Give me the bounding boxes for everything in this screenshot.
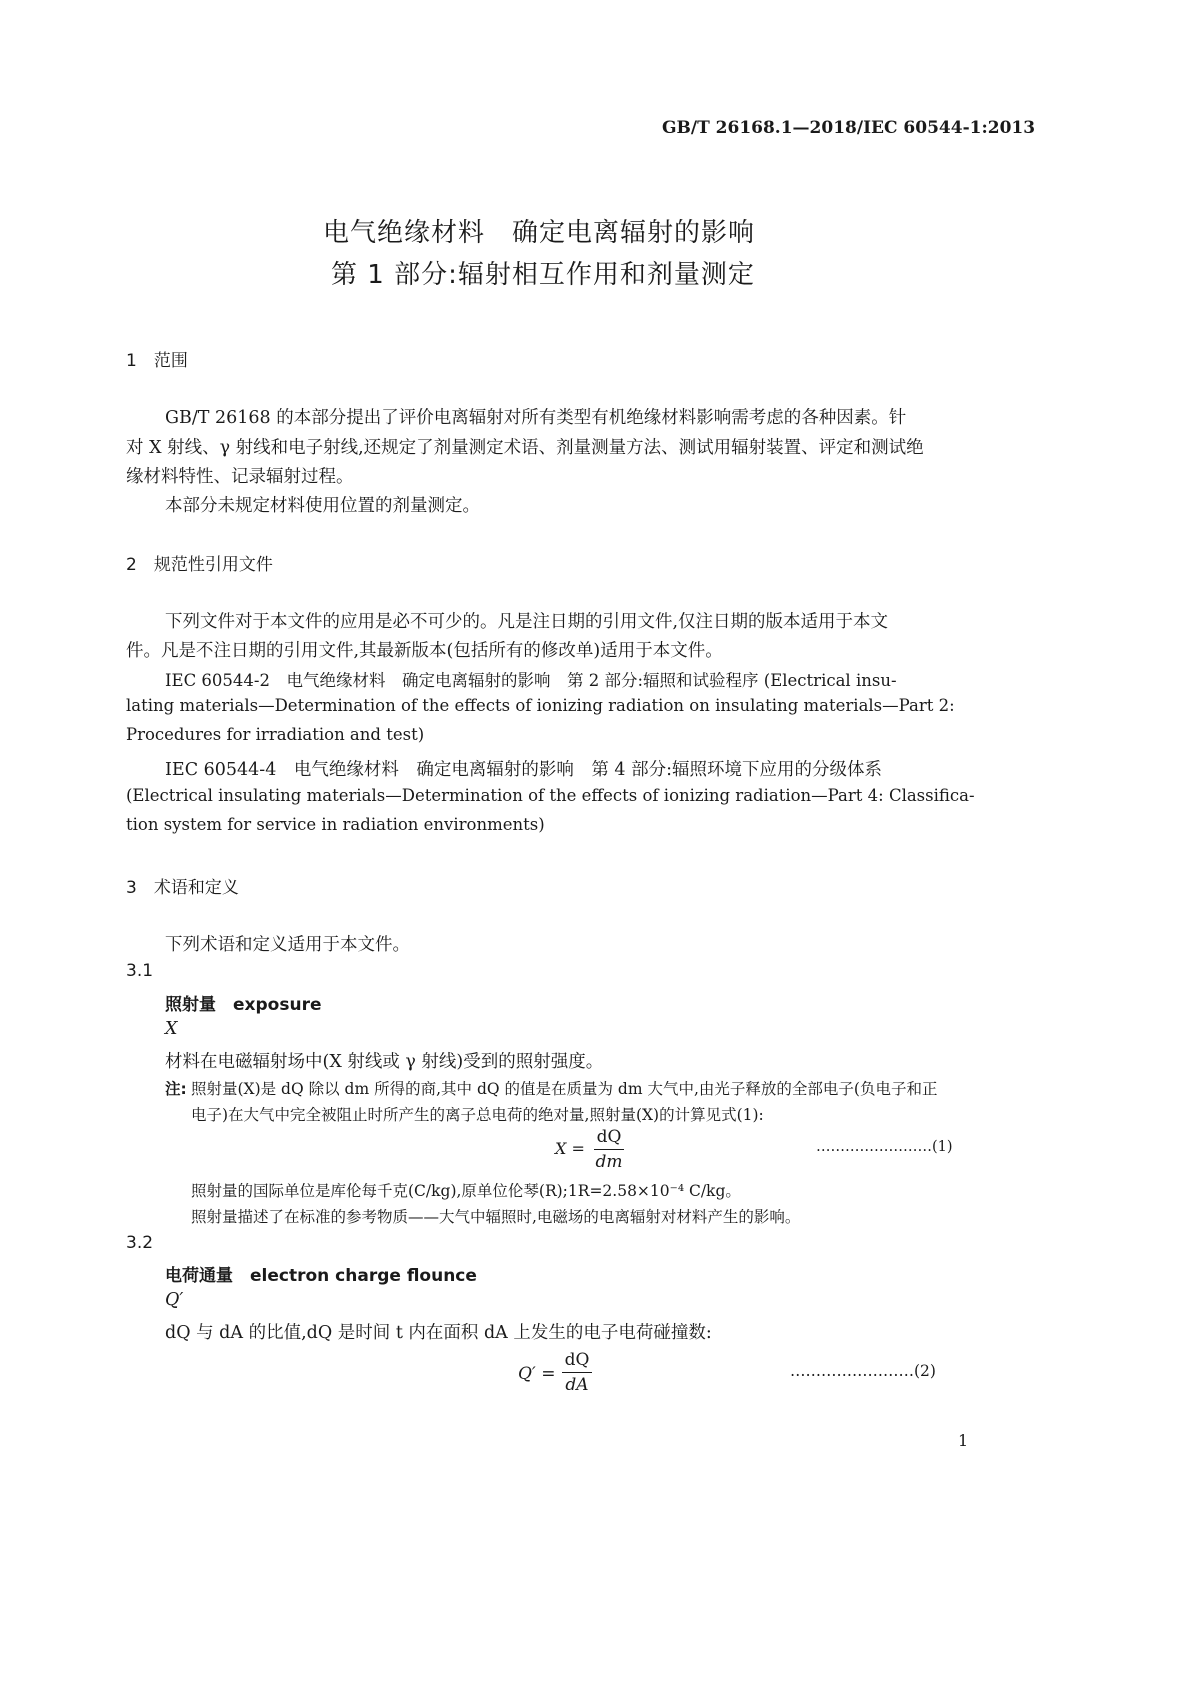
formula-2-fraction [562, 1350, 592, 1395]
section-1-para-2: 本部分未规定材料使用位置的剂量测定。 [165, 496, 480, 516]
section-2-para-line-2: 件。凡是不注日期的引用文件,其最新版本(包括所有的修改单)适用于本文件。 [126, 641, 723, 661]
reference-2-line-1: IEC 60544-4 电气绝缘材料 确定电离辐射的影响 第 4 部分:辐照环境下应用的分级体系 [165, 760, 883, 780]
reference-2-line-2: (Electrical insulating materials—Determination of the effects of ionizing radiation—Part 4: Classifica- [126, 786, 975, 805]
term-3-1-note-line-2: 电子)在大气中完全被阻止时所产生的离子总电荷的绝对量,照射量(X)的计算见式(1): [191, 1106, 764, 1124]
term-3-1-definition: 材料在电磁辐射场中(X 射线或 γ 射线)受到的照射强度。 [165, 1052, 604, 1072]
title-line-1: 电气绝缘材料 确定电离辐射的影响 [323, 218, 756, 248]
section-3-heading: 3 术语和定义 [126, 878, 239, 898]
formula-1-lhs: X = [555, 1139, 585, 1158]
section-2-heading: 2 规范性引用文件 [126, 555, 273, 575]
term-3-2-number: 3.2 [126, 1233, 154, 1253]
formula-2-fraction-bar [562, 1372, 592, 1373]
formula-1-numerator: dQ [596, 1127, 622, 1147]
section-3-intro: 下列术语和定义适用于本文件。 [165, 935, 410, 955]
term-3-1-number: 3.1 [126, 961, 154, 981]
formula-1-number: ……………………(1) [816, 1139, 953, 1155]
formula-1-fraction [594, 1127, 624, 1172]
term-3-2-name: 电荷通量 electron charge flounce [165, 1266, 477, 1286]
reference-1-line-2: lating materials—Determination of the effects of ionizing radiation on insulating materials—Part 2: [126, 696, 955, 715]
term-3-1-note-description: 照射量描述了在标准的参考物质——大气中辐照时,电磁场的电离辐射对材料产生的影响。 [191, 1208, 801, 1226]
title-line-2: 第 1 部分:辐射相互作用和剂量测定 [331, 260, 755, 290]
formula-2-lhs: Q′ = [518, 1364, 556, 1384]
section-1-para-line-2: 对 X 射线、γ 射线和电子射线,还规定了剂量测定术语、剂量测量方法、测试用辐射装置、评定和测试绝 [126, 438, 924, 458]
page-number: 1 [958, 1431, 969, 1450]
reference-1-line-1: IEC 60544-2 电气绝缘材料 确定电离辐射的影响 第 2 部分:辐照和试验程序 (Electrical insu- [165, 671, 897, 690]
formula-2-number: ……………………(2) [790, 1362, 936, 1380]
term-3-1-note-units: 照射量的国际单位是库伦每千克(C/kg),原单位伦琴(R);1R=2.58×10⁻⁴ C/kg。 [191, 1182, 741, 1200]
section-2-para-line-1: 下列文件对于本文件的应用是必不可少的。凡是注日期的引用文件,仅注日期的版本适用于本文 [165, 612, 889, 632]
term-3-1-name: 照射量 exposure [165, 995, 322, 1015]
section-1-para-line-1: GB/T 26168 的本部分提出了评价电离辐射对所有类型有机绝缘材料影响需考虑的各种因素。针 [165, 408, 907, 428]
formula-1-denominator: dm [595, 1152, 623, 1172]
term-3-1-symbol: X [165, 1019, 178, 1039]
reference-2-line-3: tion system for service in radiation environments) [126, 815, 545, 834]
document-code: GB/T 26168.1—2018/IEC 60544-1:2013 [662, 118, 1036, 138]
term-3-2-symbol: Q′ [165, 1290, 184, 1310]
formula-2-denominator: dA [565, 1375, 589, 1395]
reference-1-line-3: Procedures for irradiation and test) [126, 725, 425, 744]
term-3-1-note-label: 注: [165, 1080, 187, 1098]
formula-1-fraction-bar [594, 1149, 624, 1150]
section-1-para-line-3: 缘材料特性、记录辐射过程。 [126, 467, 354, 487]
section-1-heading: 1 范围 [126, 351, 188, 371]
formula-2-numerator: dQ [564, 1350, 590, 1370]
term-3-1-note-line-1: 照射量(X)是 dQ 除以 dm 所得的商,其中 dQ 的值是在质量为 dm 大气中,由光子释放的全部电子(负电子和正 [191, 1080, 938, 1098]
term-3-2-definition: dQ 与 dA 的比值,dQ 是时间 t 内在面积 dA 上发生的电子电荷碰撞数: [165, 1323, 712, 1343]
